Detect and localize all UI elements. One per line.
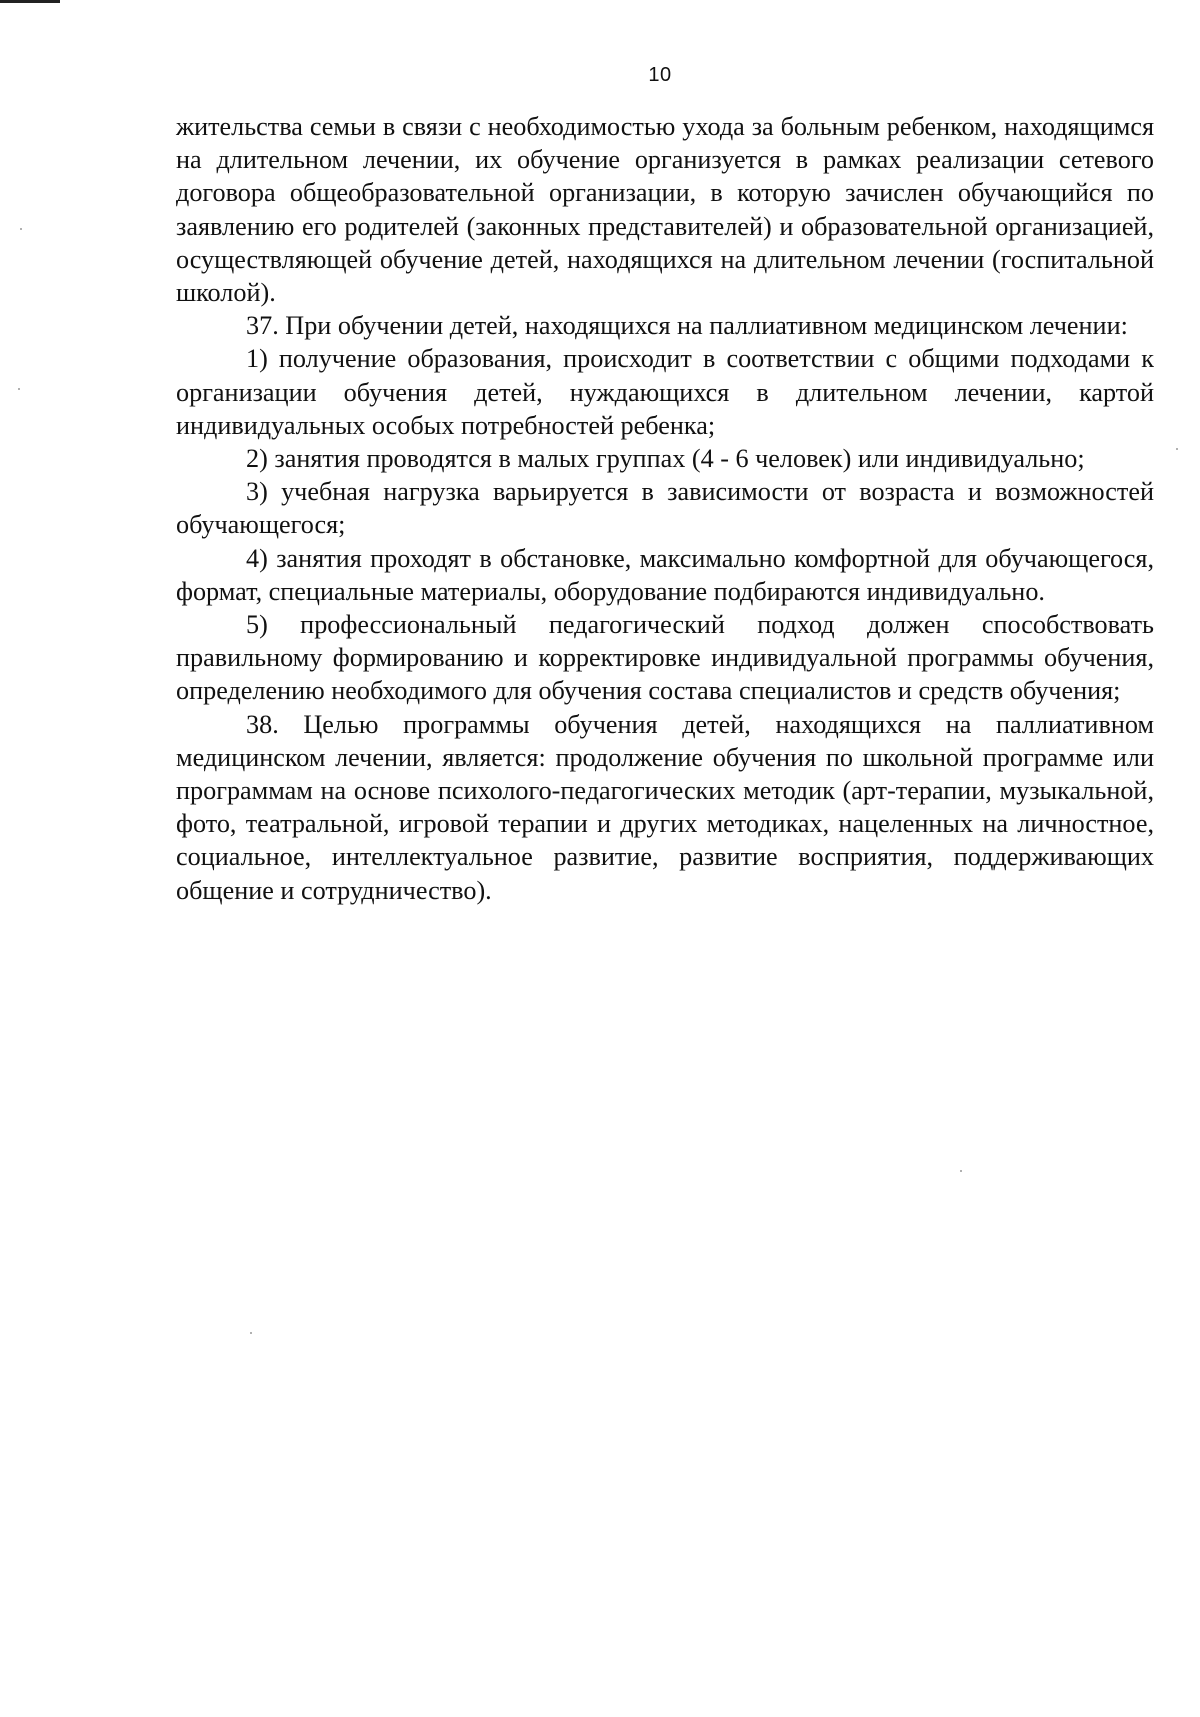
scan-speck: [20, 228, 22, 230]
paragraph-continuation: жительства семьи в связи с необходимостью ухода за больным ребенком, находящимся на длительном лечении, их обучение организуется в рамках реализации сетевого договора общеобразовательной организации, в которую зачислен обучающийся по заявлению его родителей (законных представителей) и образовательной организацией, осуществляющей обучение детей, находящихся на длительном лечении (госпитальной школой).: [176, 112, 1154, 308]
scan-speck: [960, 1170, 962, 1172]
paragraph-item-38: 38. Целью программы обучения детей, находящихся на паллиативном медицинском лечении, является: продолжение обучения по школьной программе или программам на основе психолого-педагогических методик (арт-терапии, музыкальной, фото, театральной, игровой терапии и других методиках, нацеленных на личностное, социальное, интеллектуальное развитие, развитие восприятия, поддерживающих общение и сотрудничество).: [176, 709, 1154, 905]
list-item-1: 1) получение образования, происходит в соответствии с общими подходами к организации обучения детей, нуждающихся в длительном лечении, картой индивидуальных особых потребностей ребенка;: [176, 344, 1154, 440]
paragraph-item-37: 37. При обучении детей, находящихся на паллиативном медицинском лечении:: [246, 311, 1128, 341]
list-item-4: 4) занятия проходят в обстановке, максимально комфортной для обучающегося, формат, специальные материалы, оборудование подбираются индивидуально.: [176, 543, 1154, 606]
scan-speck: [18, 388, 20, 390]
list-item-2: 2) занятия проводятся в малых группах (4 - 6 человек) или индивидуально;: [246, 444, 1085, 474]
document-body: [176, 110, 1154, 907]
list-item-5: 5) профессиональный педагогический подход должен способствовать правильному формированию и корректировке индивидуальной программы обучения, определению необходимого для обучения состава специалистов и средств обучения;: [176, 610, 1154, 706]
scan-speck: [250, 1332, 252, 1334]
page-number: 10: [648, 64, 672, 86]
scan-edge-mark: [0, 0, 60, 3]
list-item-3: 3) учебная нагрузка варьируется в зависимости от возраста и возможностей обучающегося;: [176, 477, 1154, 540]
scan-speck: [1176, 448, 1178, 450]
